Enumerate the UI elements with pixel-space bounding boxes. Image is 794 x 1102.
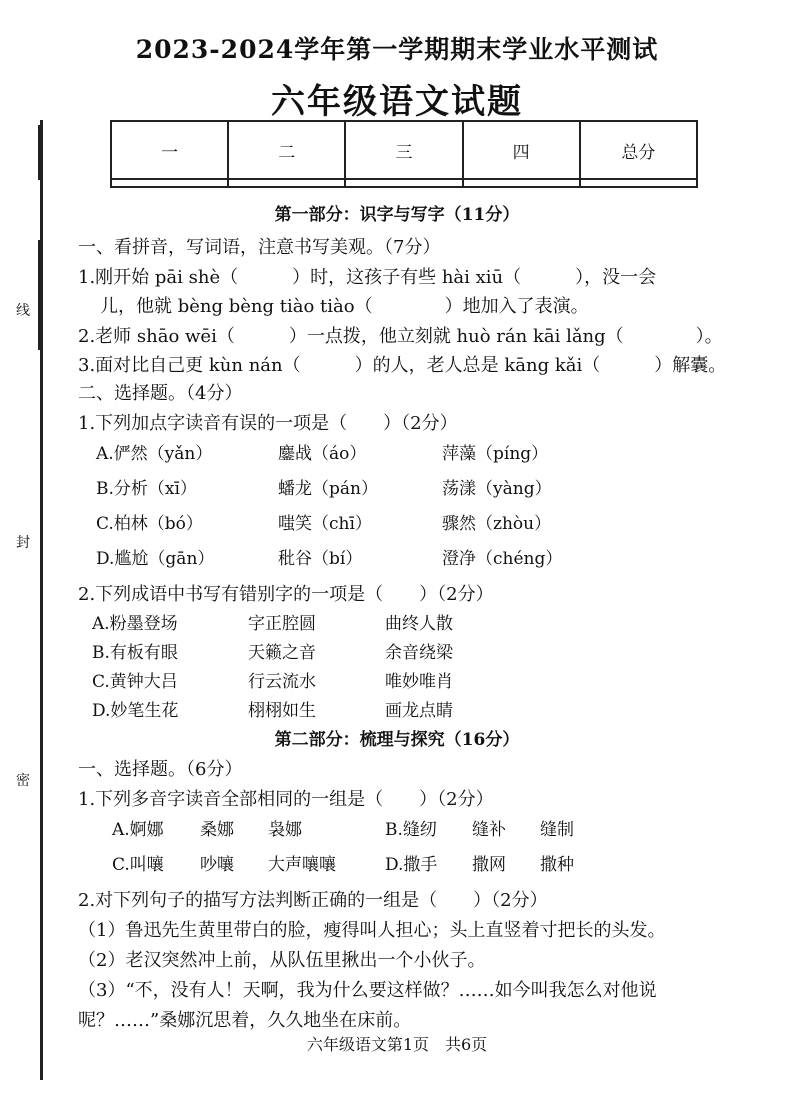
- option-item: B.缝纫: [385, 820, 437, 840]
- part1-q1-line1b: 儿，他就 bèng bèng tiào tiào（ ）地加入了表演。: [100, 296, 589, 317]
- score-cell[interactable]: [111, 179, 228, 187]
- binding-label-xian: 线: [16, 303, 30, 319]
- page-footer: 六年级语文第1页 共6页: [306, 1035, 488, 1054]
- option-item: D.尴尬（gān）: [96, 549, 215, 569]
- subject-title: 六年级语文试题: [271, 82, 523, 122]
- option-item: 栩栩如生: [248, 701, 316, 721]
- score-cell[interactable]: [345, 179, 462, 187]
- score-header-cell: 一: [111, 121, 228, 179]
- option-item: 鏖战（áo）: [278, 444, 367, 464]
- part2-q1-1: 1.下列多音字读音全部相同的一组是（ ）（2分）: [78, 789, 494, 810]
- part1-q1-line2: 2.老师 shāo wēi（ ）一点拨，他立刻就 huò rán kāi lǎng（ ）。: [78, 326, 723, 347]
- sentence-1: （1）鲁迅先生黄里带白的脸，瘦得叫人担心；头上直竖着寸把长的头发。: [78, 920, 666, 941]
- sentence-3-line1: （3）“不，没有人！天啊，我为什么要这样做？……如今叫我怎么对他说: [78, 980, 657, 1001]
- option-item: 字正腔圆: [248, 614, 316, 634]
- option-item: 撒种: [540, 855, 574, 875]
- option-item: B.分析（xī）: [96, 479, 197, 499]
- option-item: 澄净（chéng）: [442, 549, 563, 569]
- binding-label-mi: 密: [16, 773, 30, 789]
- sentence-2: （2）老汉突然冲上前，从队伍里揪出一个小伙子。: [78, 950, 486, 971]
- option-item: 桑娜: [200, 820, 234, 840]
- option-item: A.粉墨登场: [92, 614, 178, 634]
- option-item: A.婀娜: [112, 820, 164, 840]
- exam-title-line: 2023-2024学年第一学期期末学业水平测试: [135, 35, 659, 64]
- score-header-cell: 总分: [580, 121, 697, 179]
- part2-q1-2: 2.对下列句子的描写方法判断正确的一组是（ ）（2分）: [78, 890, 548, 911]
- binding-mark: [38, 240, 43, 350]
- part1-q1-line1: 1.刚开始 pāi shè（ ）时，这孩子有些 hài xiū（ ），没一会: [78, 267, 657, 288]
- option-item: C.柏林（bó）: [96, 514, 203, 534]
- option-item: A.俨然（yǎn）: [96, 444, 213, 464]
- part1-q1-line3: 3.面对比自己更 kùn nán（ ）的人，老人总是 kāng kǎi（ ）解囊。: [78, 355, 727, 376]
- option-item: D.撒手: [385, 855, 438, 875]
- score-table-header-row: [111, 121, 697, 179]
- score-header-cell: 三: [345, 121, 462, 179]
- option-item: D.妙笔生花: [92, 701, 179, 721]
- option-item: 大声嚷嚷: [268, 855, 336, 875]
- option-item: 缝制: [540, 820, 574, 840]
- option-item: 撒网: [472, 855, 506, 875]
- option-item: 袅娜: [268, 820, 302, 840]
- part1-q2-2: 2.下列成语中书写有错别字的一项是（ ）（2分）: [78, 584, 494, 605]
- score-header-cell: 二: [228, 121, 345, 179]
- option-item: 余音绕梁: [385, 643, 453, 663]
- part2-q1-title: 一、选择题。（6分）: [78, 759, 243, 780]
- score-cell[interactable]: [463, 179, 580, 187]
- option-item: 荡漾（yàng）: [442, 479, 552, 499]
- score-cell[interactable]: [228, 179, 345, 187]
- sentence-3-line2: 呢？……”桑娜沉思着，久久地坐在床前。: [78, 1010, 412, 1031]
- option-item: 萍藻（píng）: [442, 444, 549, 464]
- option-item: 秕谷（bí）: [278, 549, 363, 569]
- option-item: C.黄钟大吕: [92, 672, 178, 692]
- option-item: 天籁之音: [248, 643, 316, 663]
- option-item: 曲终人散: [385, 614, 453, 634]
- option-item: C.叫嚷: [112, 855, 164, 875]
- option-item: 蟠龙（pán）: [278, 479, 378, 499]
- option-item: B.有板有眼: [92, 643, 178, 663]
- option-item: 骤然（zhòu）: [442, 514, 552, 534]
- binding-label-feng: 封: [16, 535, 30, 551]
- option-item: 画龙点睛: [385, 701, 453, 721]
- score-header-cell: 四: [463, 121, 580, 179]
- binding-mark: [38, 125, 43, 180]
- score-table: [110, 120, 698, 188]
- part2-heading: 第二部分：梳理与探究（16分）: [274, 730, 520, 750]
- score-cell[interactable]: [580, 179, 697, 187]
- part1-q2-1: 1.下列加点字读音有误的一项是（ ）（2分）: [78, 413, 458, 434]
- part1-q1-title: 一、看拼音，写词语，注意书写美观。（7分）: [78, 237, 441, 258]
- option-item: 缝补: [472, 820, 506, 840]
- part1-q2-title: 二、选择题。（4分）: [78, 383, 243, 404]
- part1-heading: 第一部分：识字与写字（11分）: [274, 205, 520, 225]
- option-item: 嗤笑（chī）: [278, 514, 372, 534]
- option-item: 唯妙唯肖: [385, 672, 453, 692]
- option-item: 行云流水: [248, 672, 316, 692]
- option-item: 吵嚷: [200, 855, 234, 875]
- score-table-blank-row: [111, 179, 697, 187]
